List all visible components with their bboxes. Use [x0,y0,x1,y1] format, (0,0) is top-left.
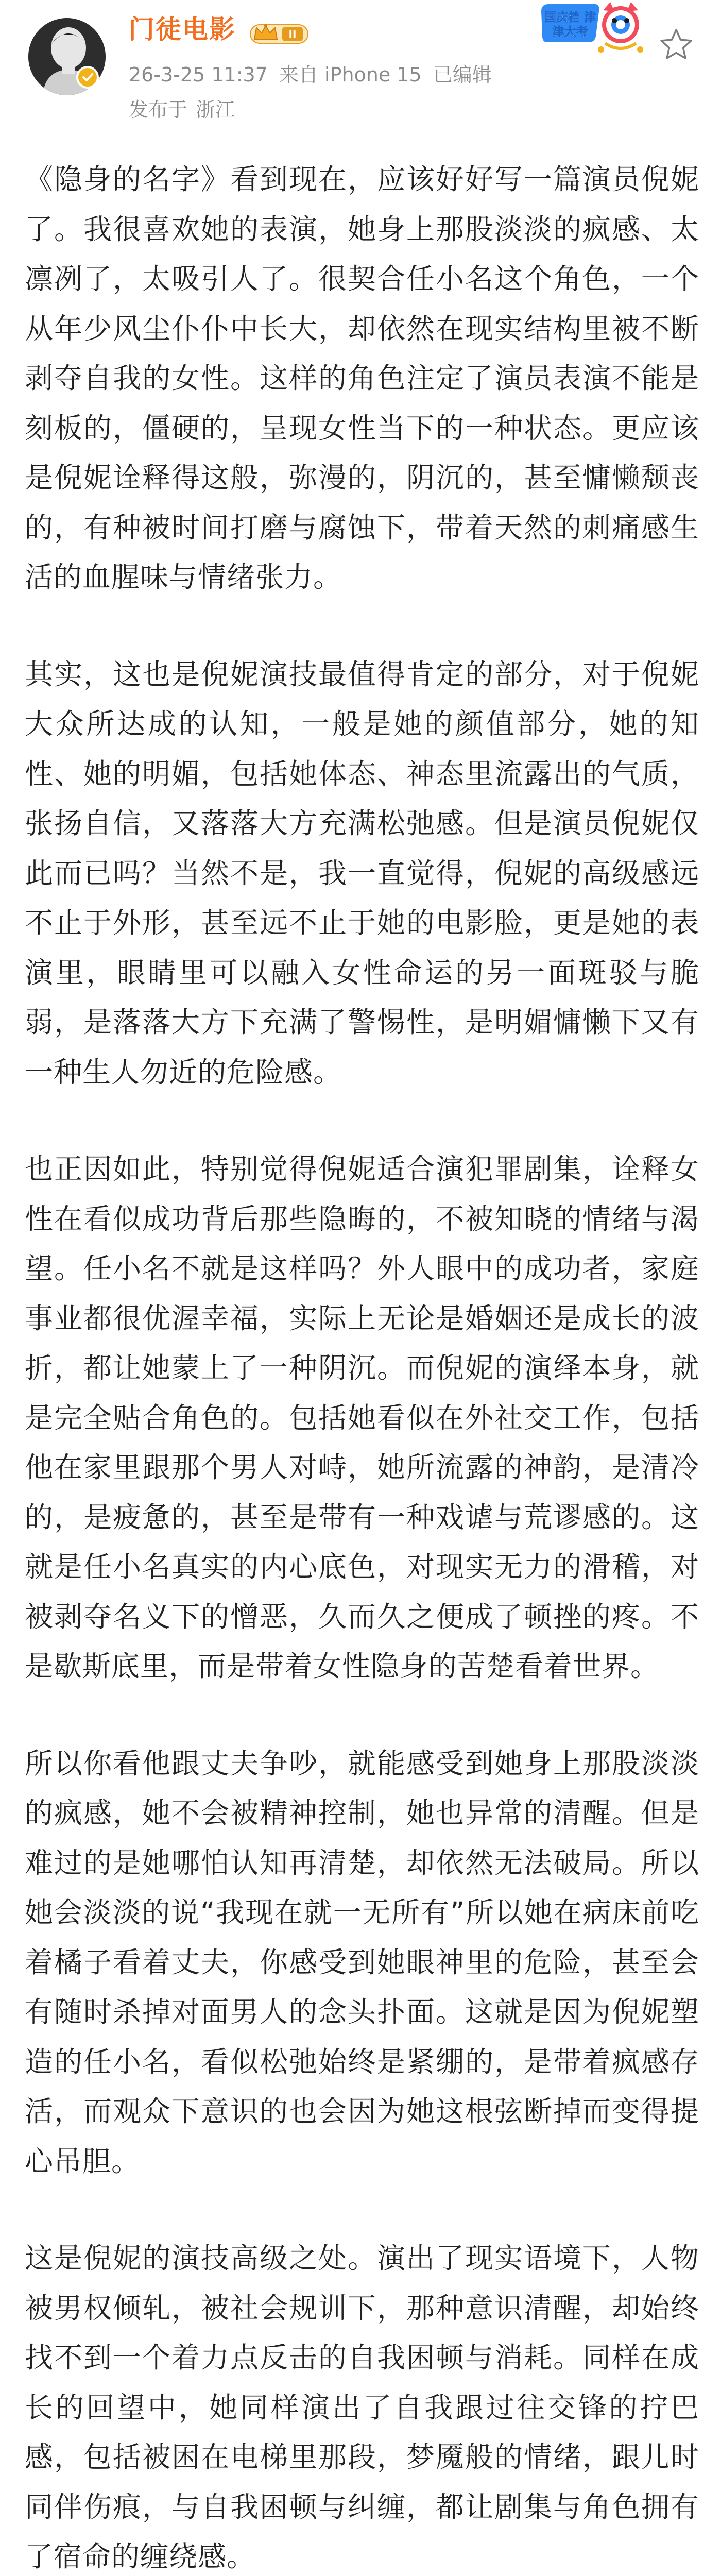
post-body [25,155,699,2576]
author-name[interactable]: 门徒电影 [129,14,236,44]
location-value: 浙江 [196,98,235,121]
post-paragraph-1: 《隐身的名字》看到现在，应该好好写一篇演员倪妮了。我很喜欢她的表演，她身上那股淡淡的疯感、太凛冽了，太吸引人了。很契合任小名这个角色，一个从年少风尘仆仆中长大，却依然在现实结构里被不断剥夺自我的女性。这样的角色注定了演员表演不能是刻板的，僵硬的，呈现女性当下的一种状态。更应该是倪妮诠释得这般，弥漫的，阴沉的，甚至慵懒颓丧的，有种被时间打磨与腐蚀下，带着天然的刺痛感生活的血腥味与情绪张力。 [25,163,699,594]
post-paragraph-3: 也正因如此，特别觉得倪妮适合演犯罪剧集，诠释女性在看似成功背后那些隐晦的，不被知晓的情绪与渴望。任小名不就是这样吗？外人眼中的成功者，家庭事业都很优渥幸福，实际上无论是婚姻还是成长的波折，都让她蒙上了一种阴沉。而倪妮的演绎本身，就是完全贴合角色的。包括她看似在外社交工作，包括他在家里跟那个男人对峙，她所流露的神韵，是清冷的，是疲惫的，甚至是带有一种戏谑与荒谬感的。这就是任小名真实的内心底色，对现实无力的滑稽，对被剥夺名义下的憎恶，久而久之便成了顿挫的疼。不是歇斯底里，而是带着女性隐身的苦楚看着世界。 [25,1153,699,1683]
post-paragraph-2: 其实，这也是倪妮演技最值得肯定的部分，对于倪妮大众所达成的认知，一般是她的颜值部分，她的知性、她的明媚，包括她体态、神态里流露出的气质，张扬自信，又落落大方充满松弛感。但是演员倪妮仅此而已吗？当然不是，我一直觉得，倪妮的高级感远不止于外形，甚至远不止于她的电影脸，更是她的表演里，眼睛里可以融入女性命运的另一面斑驳与脆弱，是落落大方下充满了警惕性，是明媚慵懒下又有一种生人勿近的危险感。 [25,657,699,1089]
campaign-badge-text: 国庆档 津津大考 [544,11,596,39]
star-outline-icon [658,27,694,63]
crown-icon [249,22,310,45]
post-location [129,97,243,123]
post-edit-status[interactable]: 已编辑 [433,63,492,86]
post-meta [129,62,503,88]
post-timestamp: 26-3-25 11:37 [129,63,268,86]
post-paragraph-5: 这是倪妮的演技高级之处。演出了现实语境下，人物被男权倾轧，被社会规训下，那种意识清醒，却始终找不到一个着力点反击的自我困顿与消耗。同样在成长的回望中，她同样演出了自我跟过往交锋的拧巴感，包括被困在电梯里那段，梦魇般的情绪，跟儿时同伴伤痕，与自我困顿与纠缠，都让剧集与角色拥有了宿命的缠绕感。 [25,2242,699,2573]
favorite-button[interactable] [658,27,694,63]
location-label: 发布于 [129,98,188,121]
vip-level: II [288,28,297,40]
post-header [0,0,721,155]
verified-badge-icon [78,68,97,87]
post-paragraph-4: 所以你看他跟丈夫争吵，就能感受到她身上那股淡淡的疯感，她不会被精神控制，她也异常的清醒。但是难过的是她哪怕认知再清楚，却依然无法破局。所以她会淡淡的说“我现在就一无所有”所以她在病床前吃着橘子看着丈夫，你感受到她眼神里的危险，甚至会有随时杀掉对面男人的念头扑面。这就是因为倪妮塑造的任小名，看似松弛始终是紧绷的，是带着疯感存活，而观众下意识的也会因为她这根弦断掉而变得提心吊胆。 [25,1747,699,2178]
verified-badge [76,66,99,89]
post-source: 来自 iPhone 15 [279,63,422,86]
vip-badge[interactable] [249,22,310,45]
campaign-badge[interactable] [538,0,646,62]
